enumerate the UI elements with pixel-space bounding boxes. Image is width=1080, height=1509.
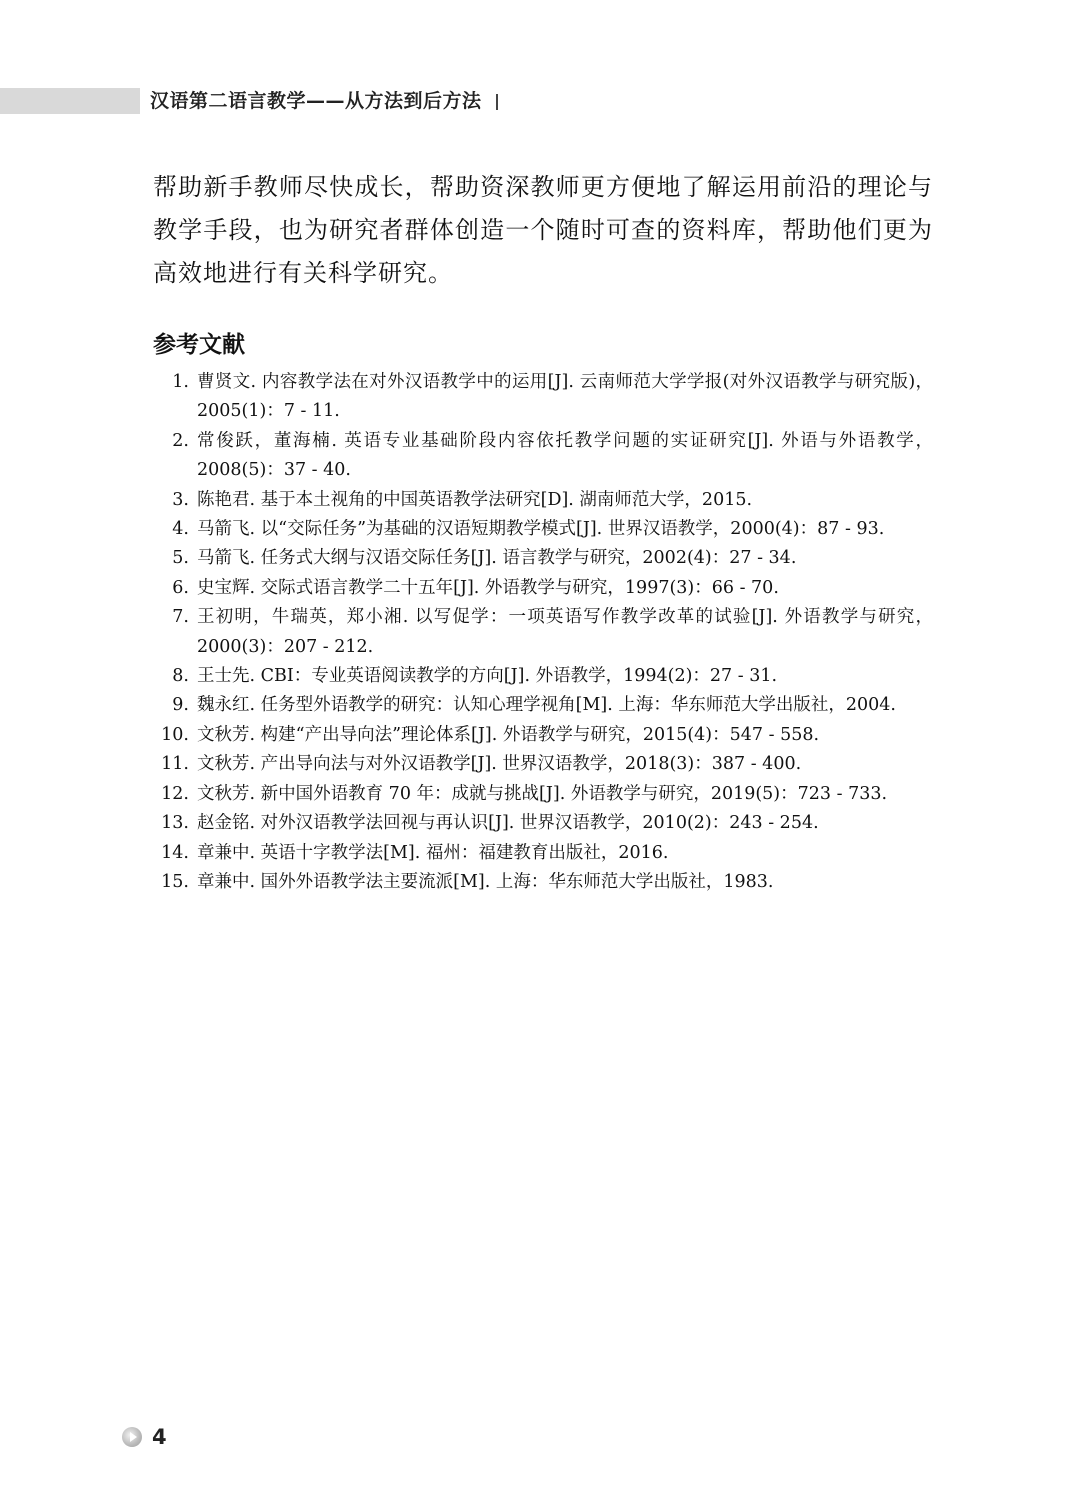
header-divider xyxy=(496,94,498,110)
page-footer xyxy=(122,1424,167,1450)
reference-text: 曹贤文. 内容教学法在对外汉语教学中的运用[J]. 云南师范大学学报(对外汉语教学与研究版)，2005(1)：7 - 11. xyxy=(197,372,933,422)
reference-item xyxy=(153,427,933,486)
reference-number: 2. xyxy=(172,430,189,451)
references-heading: 参考文献 xyxy=(153,332,245,358)
intro-paragraph: 帮助新手教师尽快成长，帮助资深教师更方便地了解运用前沿的理论与教学手段，也为研究者群体创造一个随时可查的资料库，帮助他们更为高效地进行有关科学研究。 xyxy=(153,173,933,287)
reference-text: 史宝辉. 交际式语言教学二十五年[J]. 外语教学与研究，1997(3)：66 - 70. xyxy=(197,577,779,598)
reference-number: 5. xyxy=(172,548,189,569)
reference-number: 12. xyxy=(161,783,189,804)
reference-item xyxy=(153,662,933,691)
reference-item xyxy=(153,780,933,809)
reference-item xyxy=(153,486,933,515)
reference-text: 文秋芳. 构建“产出导向法”理论体系[J]. 外语教学与研究，2015(4)：547 - 558. xyxy=(197,724,820,745)
reference-number: 11. xyxy=(161,754,189,775)
reference-item xyxy=(153,691,933,720)
reference-text: 马箭飞. 任务式大纲与汉语交际任务[J]. 语言教学与研究，2002(4)：27 - 34. xyxy=(197,548,797,569)
reference-item xyxy=(153,544,933,573)
running-header-title: 汉语第二语言教学——从方法到后方法 xyxy=(150,90,482,112)
page-number: 4 xyxy=(152,1425,167,1449)
reference-item xyxy=(153,868,933,897)
header-gray-band xyxy=(0,88,140,114)
reference-number: 4. xyxy=(172,519,189,540)
page-marker-icon xyxy=(122,1427,142,1447)
reference-number: 6. xyxy=(172,577,189,598)
reference-item xyxy=(153,750,933,779)
reference-text: 章兼中. 国外外语教学法主要流派[M]. 上海：华东师范大学出版社，1983. xyxy=(197,871,774,892)
reference-number: 13. xyxy=(161,813,189,834)
reference-text: 文秋芳. 新中国外语教育 70 年：成就与挑战[J]. 外语教学与研究，2019(5)：723 - 733. xyxy=(197,783,888,804)
references-list xyxy=(153,368,933,897)
reference-item xyxy=(153,574,933,603)
reference-number: 8. xyxy=(172,666,189,687)
reference-number: 14. xyxy=(161,842,189,863)
reference-number: 1. xyxy=(172,372,189,392)
reference-item xyxy=(153,809,933,838)
reference-item xyxy=(153,721,933,750)
reference-text: 陈艳君. 基于本土视角的中国英语教学法研究[D]. 湖南师范大学，2015. xyxy=(197,489,753,510)
reference-text: 王士先. CBI：专业英语阅读教学的方向[J]. 外语教学，1994(2)：27 - 31. xyxy=(197,666,778,687)
reference-text: 马箭飞. 以“交际任务”为基础的汉语短期教学模式[J]. 世界汉语教学，2000(4)：87 - 93. xyxy=(197,519,885,540)
reference-text: 王初明，牛瑞英，郑小湘. 以写促学：一项英语写作教学改革的试验[J]. 外语教学与研究，2000(3)：207 - 212. xyxy=(197,607,933,657)
reference-text: 文秋芳. 产出导向法与对外汉语教学[J]. 世界汉语教学，2018(3)：387 - 400. xyxy=(197,754,802,775)
reference-number: 10. xyxy=(161,724,189,745)
reference-text: 章兼中. 英语十字教学法[M]. 福州：福建教育出版社，2016. xyxy=(197,842,669,863)
reference-item xyxy=(153,839,933,868)
reference-item xyxy=(153,603,933,662)
reference-number: 15. xyxy=(161,871,189,892)
reference-number: 3. xyxy=(172,489,189,510)
reference-text: 魏永红. 任务型外语教学的研究：认知心理学视角[M]. 上海：华东师范大学出版社，2004. xyxy=(197,695,896,716)
reference-number: 7. xyxy=(172,607,189,628)
reference-text: 赵金铭. 对外汉语教学法回视与再认识[J]. 世界汉语教学，2010(2)：243 - 254. xyxy=(197,813,819,834)
reference-number: 9. xyxy=(172,695,189,716)
reference-text: 常俊跃，董海楠. 英语专业基础阶段内容依托教学问题的实证研究[J]. 外语与外语教学，2008(5)：37 - 40. xyxy=(197,430,933,481)
reference-item xyxy=(153,368,933,427)
reference-item xyxy=(153,515,933,544)
